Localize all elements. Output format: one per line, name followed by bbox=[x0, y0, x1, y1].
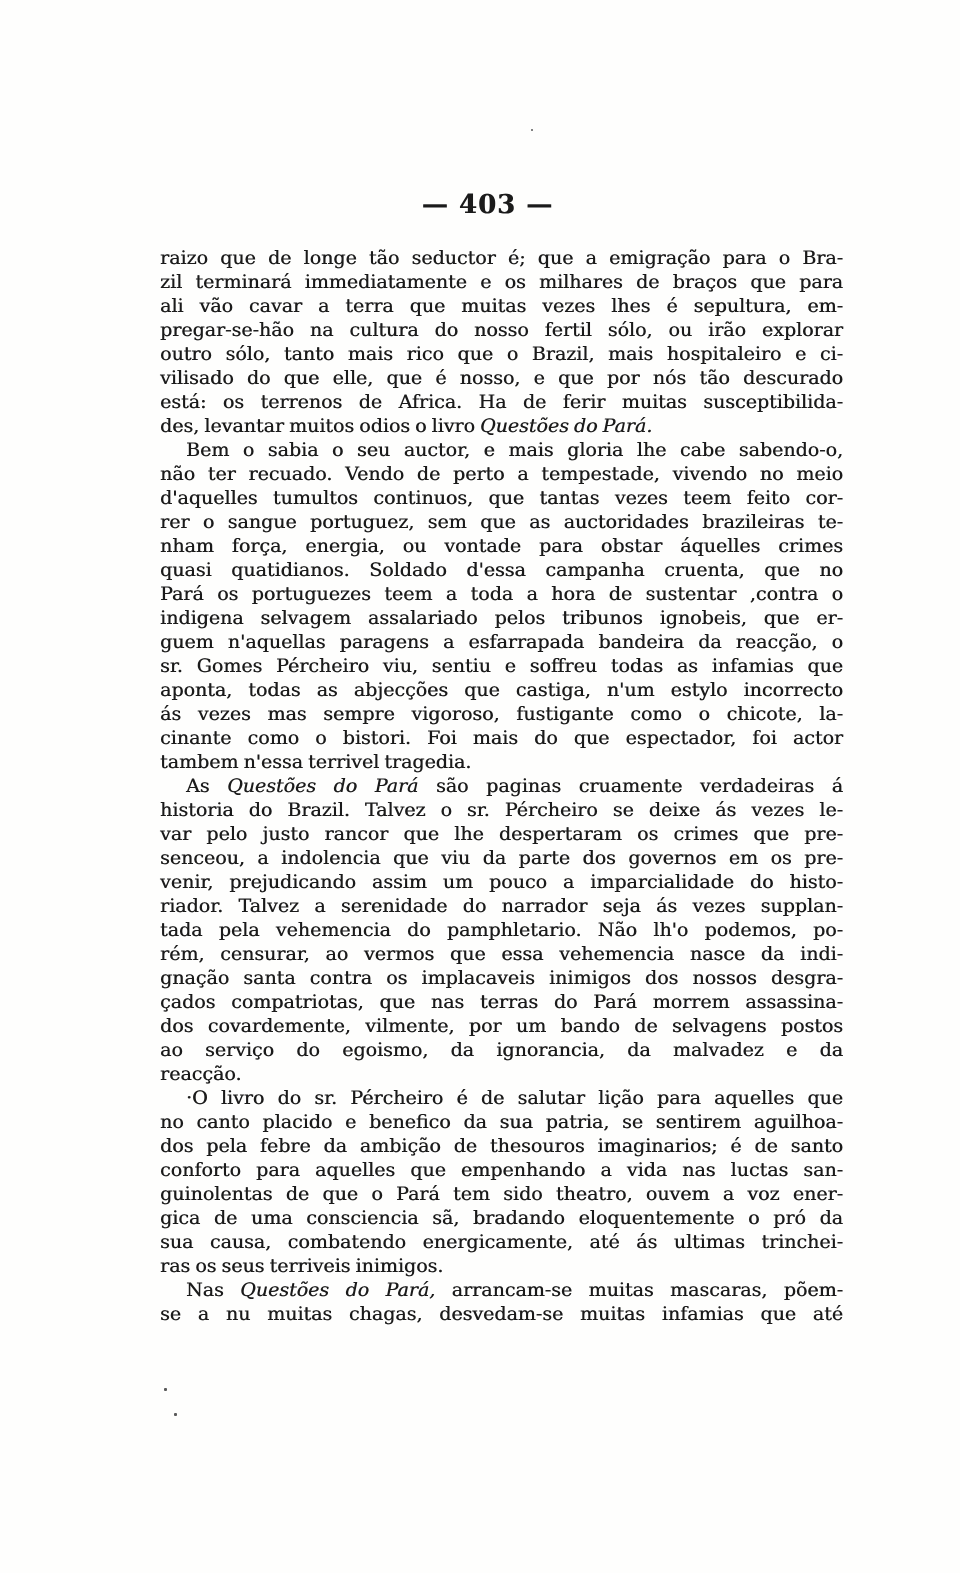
text-line bbox=[160, 318, 843, 342]
text-line bbox=[160, 918, 843, 942]
text-line bbox=[160, 1182, 843, 1206]
paragraph bbox=[160, 1278, 843, 1326]
text-line bbox=[160, 1038, 843, 1062]
ink-speck bbox=[174, 1413, 177, 1416]
text-segment: se a nu muitas chagas, desvedam-se muitas infamias que até bbox=[160, 1303, 843, 1325]
text-segment: Nas bbox=[186, 1279, 241, 1301]
text-segment: nham força, energia, ou vontade para obstar áquelles crimes bbox=[160, 535, 843, 557]
text-segment: gnação santa contra os implacaveis inimigos dos nossos desgra- bbox=[160, 967, 843, 989]
text-line bbox=[160, 342, 843, 366]
text-segment: çados compatriotas, que nas terras do Pará morrem assassina- bbox=[160, 991, 843, 1013]
text-line bbox=[160, 414, 843, 438]
text-segment: indigena selvagem assalariado pelos tribunos ignobeis, que er- bbox=[160, 607, 843, 629]
book-title-italic: Questões do Pará, bbox=[240, 1279, 436, 1301]
paragraph bbox=[160, 774, 843, 1086]
text-segment: ·O livro do sr. Pércheiro é de salutar lição para aquelles que bbox=[186, 1087, 843, 1109]
text-segment: zil terminará immediatamente e os milhares de braços que para bbox=[160, 271, 843, 293]
text-segment: senceou, a indolencia que viu da parte dos governos em os pre- bbox=[160, 847, 843, 869]
text-line bbox=[160, 1158, 843, 1182]
text-line bbox=[160, 990, 843, 1014]
text-line bbox=[160, 654, 843, 678]
text-segment: ras os seus terriveis inimigos. bbox=[160, 1255, 444, 1277]
text-segment: tambem n'essa terrivel tragedia. bbox=[160, 751, 472, 773]
page-number: — 403 — bbox=[421, 190, 554, 220]
text-line bbox=[160, 966, 843, 990]
text-segment: sr. Gomes Pércheiro viu, sentiu e soffreu todas as infamias que bbox=[160, 655, 843, 677]
text-segment: sua causa, combatendo energicamente, até ás ultimas trinchei- bbox=[160, 1231, 843, 1253]
text-segment: aponta, todas as abjecções que castiga, n'um estylo incorrecto bbox=[160, 679, 843, 701]
text-segment: As bbox=[186, 775, 228, 797]
text-segment: está: os terrenos de Africa. Ha de ferir muitas susceptibilida- bbox=[160, 391, 843, 413]
text-segment: dos pela febre da ambição de thesouros imaginarios; é de santo bbox=[160, 1135, 843, 1157]
text-segment: Bem o sabia o seu auctor, e mais gloria lhe cabe sabendo-o, bbox=[186, 439, 843, 461]
text-segment: guinolentas de que o Pará tem sido theatro, ouvem a voz ener- bbox=[160, 1183, 843, 1205]
text-block bbox=[160, 246, 843, 1326]
text-line bbox=[160, 486, 843, 510]
text-line bbox=[160, 822, 843, 846]
text-line bbox=[160, 750, 843, 774]
text-segment: riador. Talvez a serenidade do narrador seja ás vezes supplan- bbox=[160, 895, 843, 917]
text-line bbox=[160, 606, 843, 630]
ink-speck bbox=[531, 129, 533, 131]
ink-speck bbox=[164, 1388, 167, 1391]
text-segment: guem n'aquellas paragens a esfarrapada bandeira da reacção, o bbox=[160, 631, 843, 653]
text-segment: conforto para aquelles que empenhando a vida nas luctas san- bbox=[160, 1159, 843, 1181]
text-line bbox=[160, 702, 843, 726]
text-segment: historia do Brazil. Talvez o sr. Pércheiro se deixe ás vezes le- bbox=[160, 799, 843, 821]
text-segment: d'aquelles tumultos continuos, que tantas vezes teem feito cor- bbox=[160, 487, 843, 509]
text-segment: vilisado do que elle, que é nosso, e que por nós tão descurado bbox=[160, 367, 843, 389]
text-line bbox=[160, 870, 843, 894]
text-line bbox=[160, 1302, 843, 1326]
text-segment: outro sólo, tanto mais rico que o Brazil, mais hospitaleiro e ci- bbox=[160, 343, 843, 365]
text-line bbox=[160, 1230, 843, 1254]
text-segment: pregar-se-hão na cultura do nosso fertil sólo, ou irão explorar bbox=[160, 319, 843, 341]
text-line bbox=[160, 942, 843, 966]
text-line bbox=[160, 726, 843, 750]
text-line bbox=[160, 582, 843, 606]
text-line bbox=[160, 1014, 843, 1038]
text-segment: são paginas cruamente verdadeiras á bbox=[418, 775, 844, 797]
text-line bbox=[160, 1062, 843, 1086]
text-segment: var pelo justo rancor que lhe despertaram os crimes que pre- bbox=[160, 823, 843, 845]
text-segment: ao serviço do egoismo, da ignorancia, da malvadez e da bbox=[160, 1039, 843, 1061]
text-line bbox=[160, 1134, 843, 1158]
text-line bbox=[160, 510, 843, 534]
paragraph bbox=[160, 1086, 843, 1278]
text-segment: gica de uma consciencia sã, bradando eloquentemente o pró da bbox=[160, 1207, 843, 1229]
text-line bbox=[160, 438, 843, 462]
paragraph bbox=[160, 438, 843, 774]
text-line bbox=[160, 798, 843, 822]
text-line bbox=[160, 270, 843, 294]
text-line bbox=[160, 1110, 843, 1134]
text-segment: dos covardemente, vilmente, por um bando de selvagens postos bbox=[160, 1015, 843, 1037]
text-segment: rém, censurar, ao vermos que essa vehemencia nasce da indi- bbox=[160, 943, 843, 965]
text-segment: cinante como o bistori. Foi mais do que espectador, foi actor bbox=[160, 727, 843, 749]
text-line bbox=[160, 534, 843, 558]
text-segment: tada pela vehemencia do pamphletario. Não lh'o podemos, po- bbox=[160, 919, 843, 941]
text-segment: reacção. bbox=[160, 1063, 242, 1085]
text-line bbox=[160, 558, 843, 582]
paragraph bbox=[160, 246, 843, 438]
text-line bbox=[160, 894, 843, 918]
text-line bbox=[160, 294, 843, 318]
text-segment: venir, prejudicando assim um pouco a imparcialidade do histo- bbox=[160, 871, 843, 893]
text-line bbox=[160, 846, 843, 870]
text-segment: ás vezes mas sempre vigoroso, fustigante como o chicote, la- bbox=[160, 703, 843, 725]
text-segment: arrancam-se muitas mascaras, põem- bbox=[435, 1279, 843, 1301]
text-segment: quasi quatidianos. Soldado d'essa campanha cruenta, que no bbox=[160, 559, 843, 581]
text-segment: no canto placido e benefico da sua patria, se sentirem aguilhoa- bbox=[160, 1111, 843, 1133]
text-line bbox=[160, 678, 843, 702]
text-line bbox=[160, 774, 843, 798]
text-line bbox=[160, 1086, 843, 1110]
book-title-italic: Questões do Pará bbox=[227, 775, 419, 797]
text-segment: rer o sangue portuguez, sem que as auctoridades brazileiras te- bbox=[160, 511, 843, 533]
text-segment: Pará os portuguezes teem a toda a hora de sustentar ,contra o bbox=[160, 583, 843, 605]
text-line bbox=[160, 366, 843, 390]
text-line bbox=[160, 1254, 843, 1278]
text-segment: raizo que de longe tão seductor é; que a emigração para o Bra- bbox=[160, 247, 843, 269]
text-line bbox=[160, 1278, 843, 1302]
text-segment: ali vão cavar a terra que muitas vezes lhes é sepultura, em- bbox=[160, 295, 843, 317]
text-line bbox=[160, 1206, 843, 1230]
text-line bbox=[160, 462, 843, 486]
text-segment: não ter recuado. Vendo de perto a tempestade, vivendo no meio bbox=[160, 463, 843, 485]
text-segment: des, levantar muitos odios o livro bbox=[160, 415, 480, 437]
book-title-italic: Questões do Pará. bbox=[479, 415, 653, 437]
text-line bbox=[160, 390, 843, 414]
text-line bbox=[160, 630, 843, 654]
text-line bbox=[160, 246, 843, 270]
